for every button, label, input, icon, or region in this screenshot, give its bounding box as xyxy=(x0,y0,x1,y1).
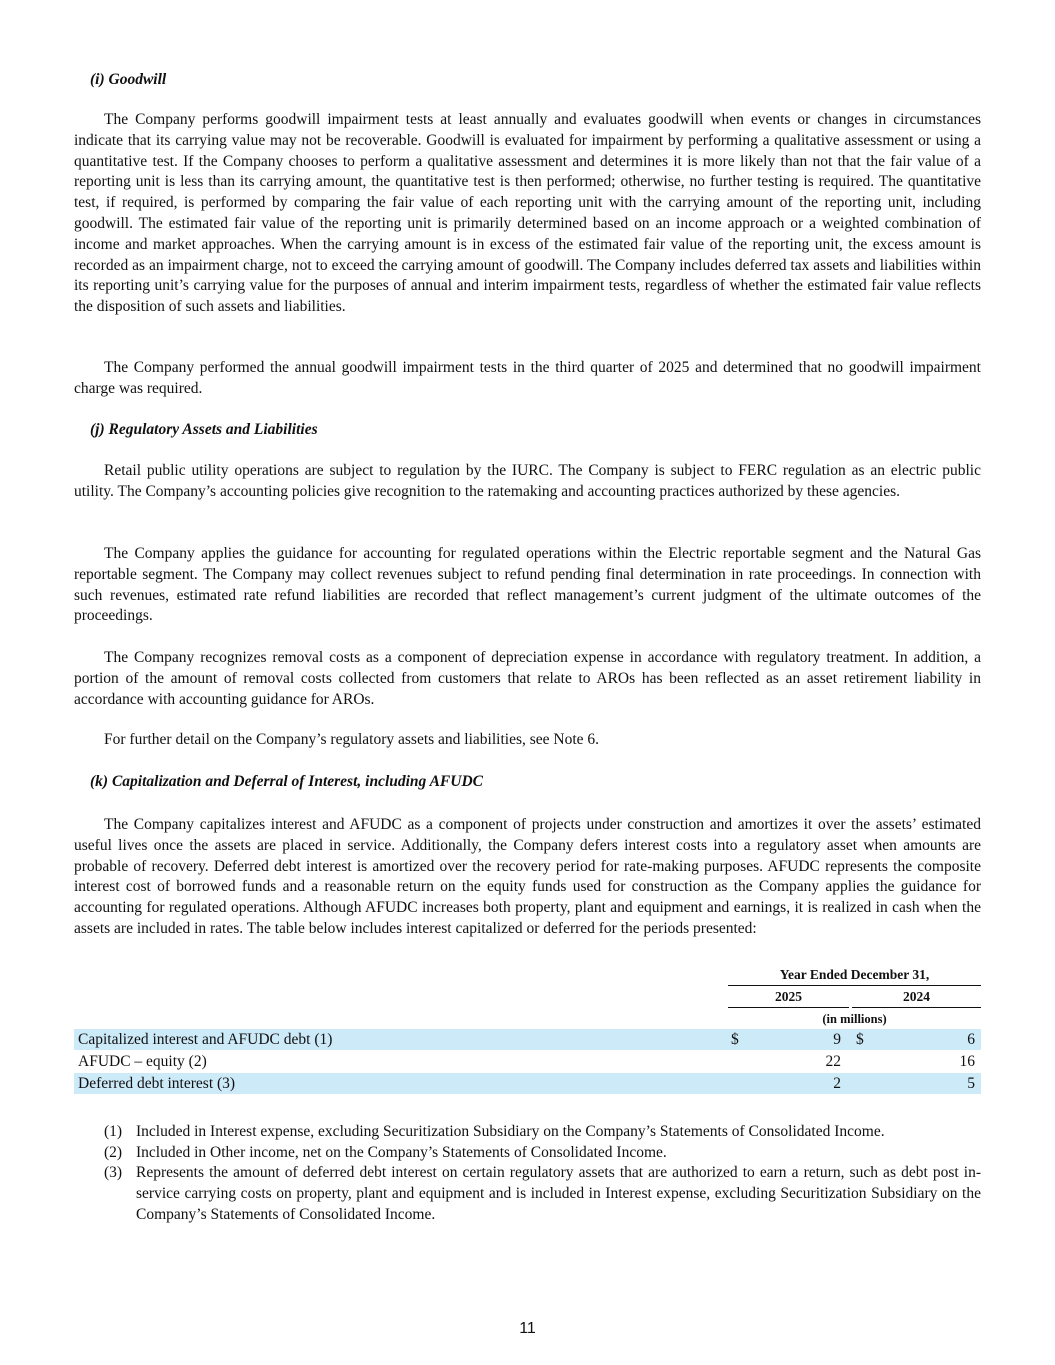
section-heading-goodwill: (i) Goodwill xyxy=(90,71,167,88)
footnote-marker: (3) xyxy=(104,1164,123,1181)
footnote-2 xyxy=(104,1143,981,1164)
section-heading-regulatory: (j) Regulatory Assets and Liabilities xyxy=(90,421,318,438)
row-value-2024: 5 xyxy=(967,1075,975,1092)
table-row xyxy=(74,1051,981,1072)
row-currency-2024: $ xyxy=(856,1031,864,1048)
footnote-text: Represents the amount of deferred debt interest on certain regulatory assets that are authorized to earn a return, such as debt post in-service carrying costs on property, plant and equipment and is included in Interest expense, excluding Securitization Subsidiary on the Company’s Statements of Consolidated Income. xyxy=(136,1164,981,1223)
section-heading-interest: (k) Capitalization and Deferral of Interest, including AFUDC xyxy=(90,773,483,790)
paragraph-regulatory-4: For further detail on the Company’s regulatory assets and liabilities, see Note 6. xyxy=(104,731,600,748)
row-value-2025: 22 xyxy=(825,1053,841,1070)
footnote-3 xyxy=(104,1163,981,1225)
paragraph-goodwill-2: The Company performed the annual goodwill impairment tests in the third quarter of 2025 and determined that no goodwill impairment charge was required. xyxy=(74,359,981,397)
footnote-text: Included in Other income, net on the Company’s Statements of Consolidated Income. xyxy=(136,1144,667,1161)
table-units: (in millions) xyxy=(822,1012,887,1026)
table-period-header: Year Ended December 31, xyxy=(779,967,930,982)
table-row xyxy=(74,1073,981,1094)
table-col-2025: 2025 xyxy=(775,989,802,1004)
row-label: Deferred debt interest (3) xyxy=(78,1075,236,1092)
footnote-marker: (2) xyxy=(104,1144,123,1161)
page-number: 11 xyxy=(519,1320,536,1337)
paragraph-regulatory-2: The Company applies the guidance for accounting for regulated operations within the Electric reportable segment and the Natural Gas reportable segment. The Company may collect revenues subject to refund pending final determination in rate proceedings. In connection with such revenues, estimated rate refund liabilities are recorded that reflect management’s current judgment of the ultimate outcomes of the proceedings. xyxy=(74,545,981,625)
row-value-2025: 2 xyxy=(833,1075,841,1092)
row-label: AFUDC – equity (2) xyxy=(78,1053,207,1070)
paragraph-goodwill-1: The Company performs goodwill impairment tests at least annually and evaluates goodwill when events or changes in circumstances indicate that its carrying value may not be recoverable. Goodwill is evaluated for impairment by performing a qualitative assessment or using a quantitative test. If the Company chooses to perform a qualitative assessment and determines it is more likely than not that the fair value of a reporting unit is less than its carrying amount, the quantitative test is then performed; otherwise, no further testing is required. The quantitative test, if required, is performed by comparing the fair value of each reporting unit with the carrying amount of the reporting unit, including goodwill. The estimated fair value of the reporting unit is primarily determined based on an income approach or a weighted combination of income and market approaches. When the carrying amount is in excess of the estimated fair value of the reporting unit, the excess amount is recorded as an impairment charge, not to exceed the carrying amount of goodwill. The Company includes deferred tax assets and liabilities within its reporting unit’s carrying value for the purposes of annual and interim impairment tests, regardless of whether the estimated fair value reflects the disposition of such assets and liabilities. xyxy=(74,111,981,316)
table-col-2024: 2024 xyxy=(903,989,930,1004)
table-row xyxy=(74,1029,981,1050)
paragraph-regulatory-1: Retail public utility operations are subject to regulation by the IURC. The Company is subject to FERC regulation as an electric public utility. The Company’s accounting policies give recognition to the ratemaking and accounting practices authorized by these agencies. xyxy=(74,462,981,500)
footnote-marker: (1) xyxy=(104,1123,123,1140)
table-header-rule xyxy=(728,985,981,986)
row-value-2025: 9 xyxy=(833,1031,841,1048)
table-col-2024-rule xyxy=(852,1007,981,1008)
row-value-2024: 6 xyxy=(967,1031,975,1048)
row-currency-2025: $ xyxy=(731,1031,739,1048)
footnote-1 xyxy=(104,1122,981,1143)
row-label: Capitalized interest and AFUDC debt (1) xyxy=(78,1031,333,1048)
table-col-2025-rule xyxy=(728,1007,849,1008)
paragraph-regulatory-3: The Company recognizes removal costs as a component of depreciation expense in accordance with regulatory treatment. In addition, a portion of the amount of removal costs collected from customers that relate to AROs has been reflected as an asset retirement liability in accordance with accounting guidance for AROs. xyxy=(74,649,981,708)
row-value-2024: 16 xyxy=(959,1053,975,1070)
footnote-text: Included in Interest expense, excluding Securitization Subsidiary on the Company’s Statements of Consolidated Income. xyxy=(136,1123,885,1140)
paragraph-interest-1: The Company capitalizes interest and AFUDC as a component of projects under construction and amortizes it over the assets’ estimated useful lives once the assets are placed in service. Additionally, the Company defers interest costs into a regulatory asset when amounts are probable of recovery. Deferred debt interest is amortized over the recovery period for rate-making purposes. AFUDC represents the composite interest cost of borrowed funds and a reasonable return on the equity funds used for construction as the Company applies the guidance for accounting for regulated operations. Although AFUDC increases both property, plant and equipment and earnings, it is realized in cash when the assets are included in rates. The table below includes interest capitalized or deferred for the periods presented: xyxy=(74,816,981,937)
